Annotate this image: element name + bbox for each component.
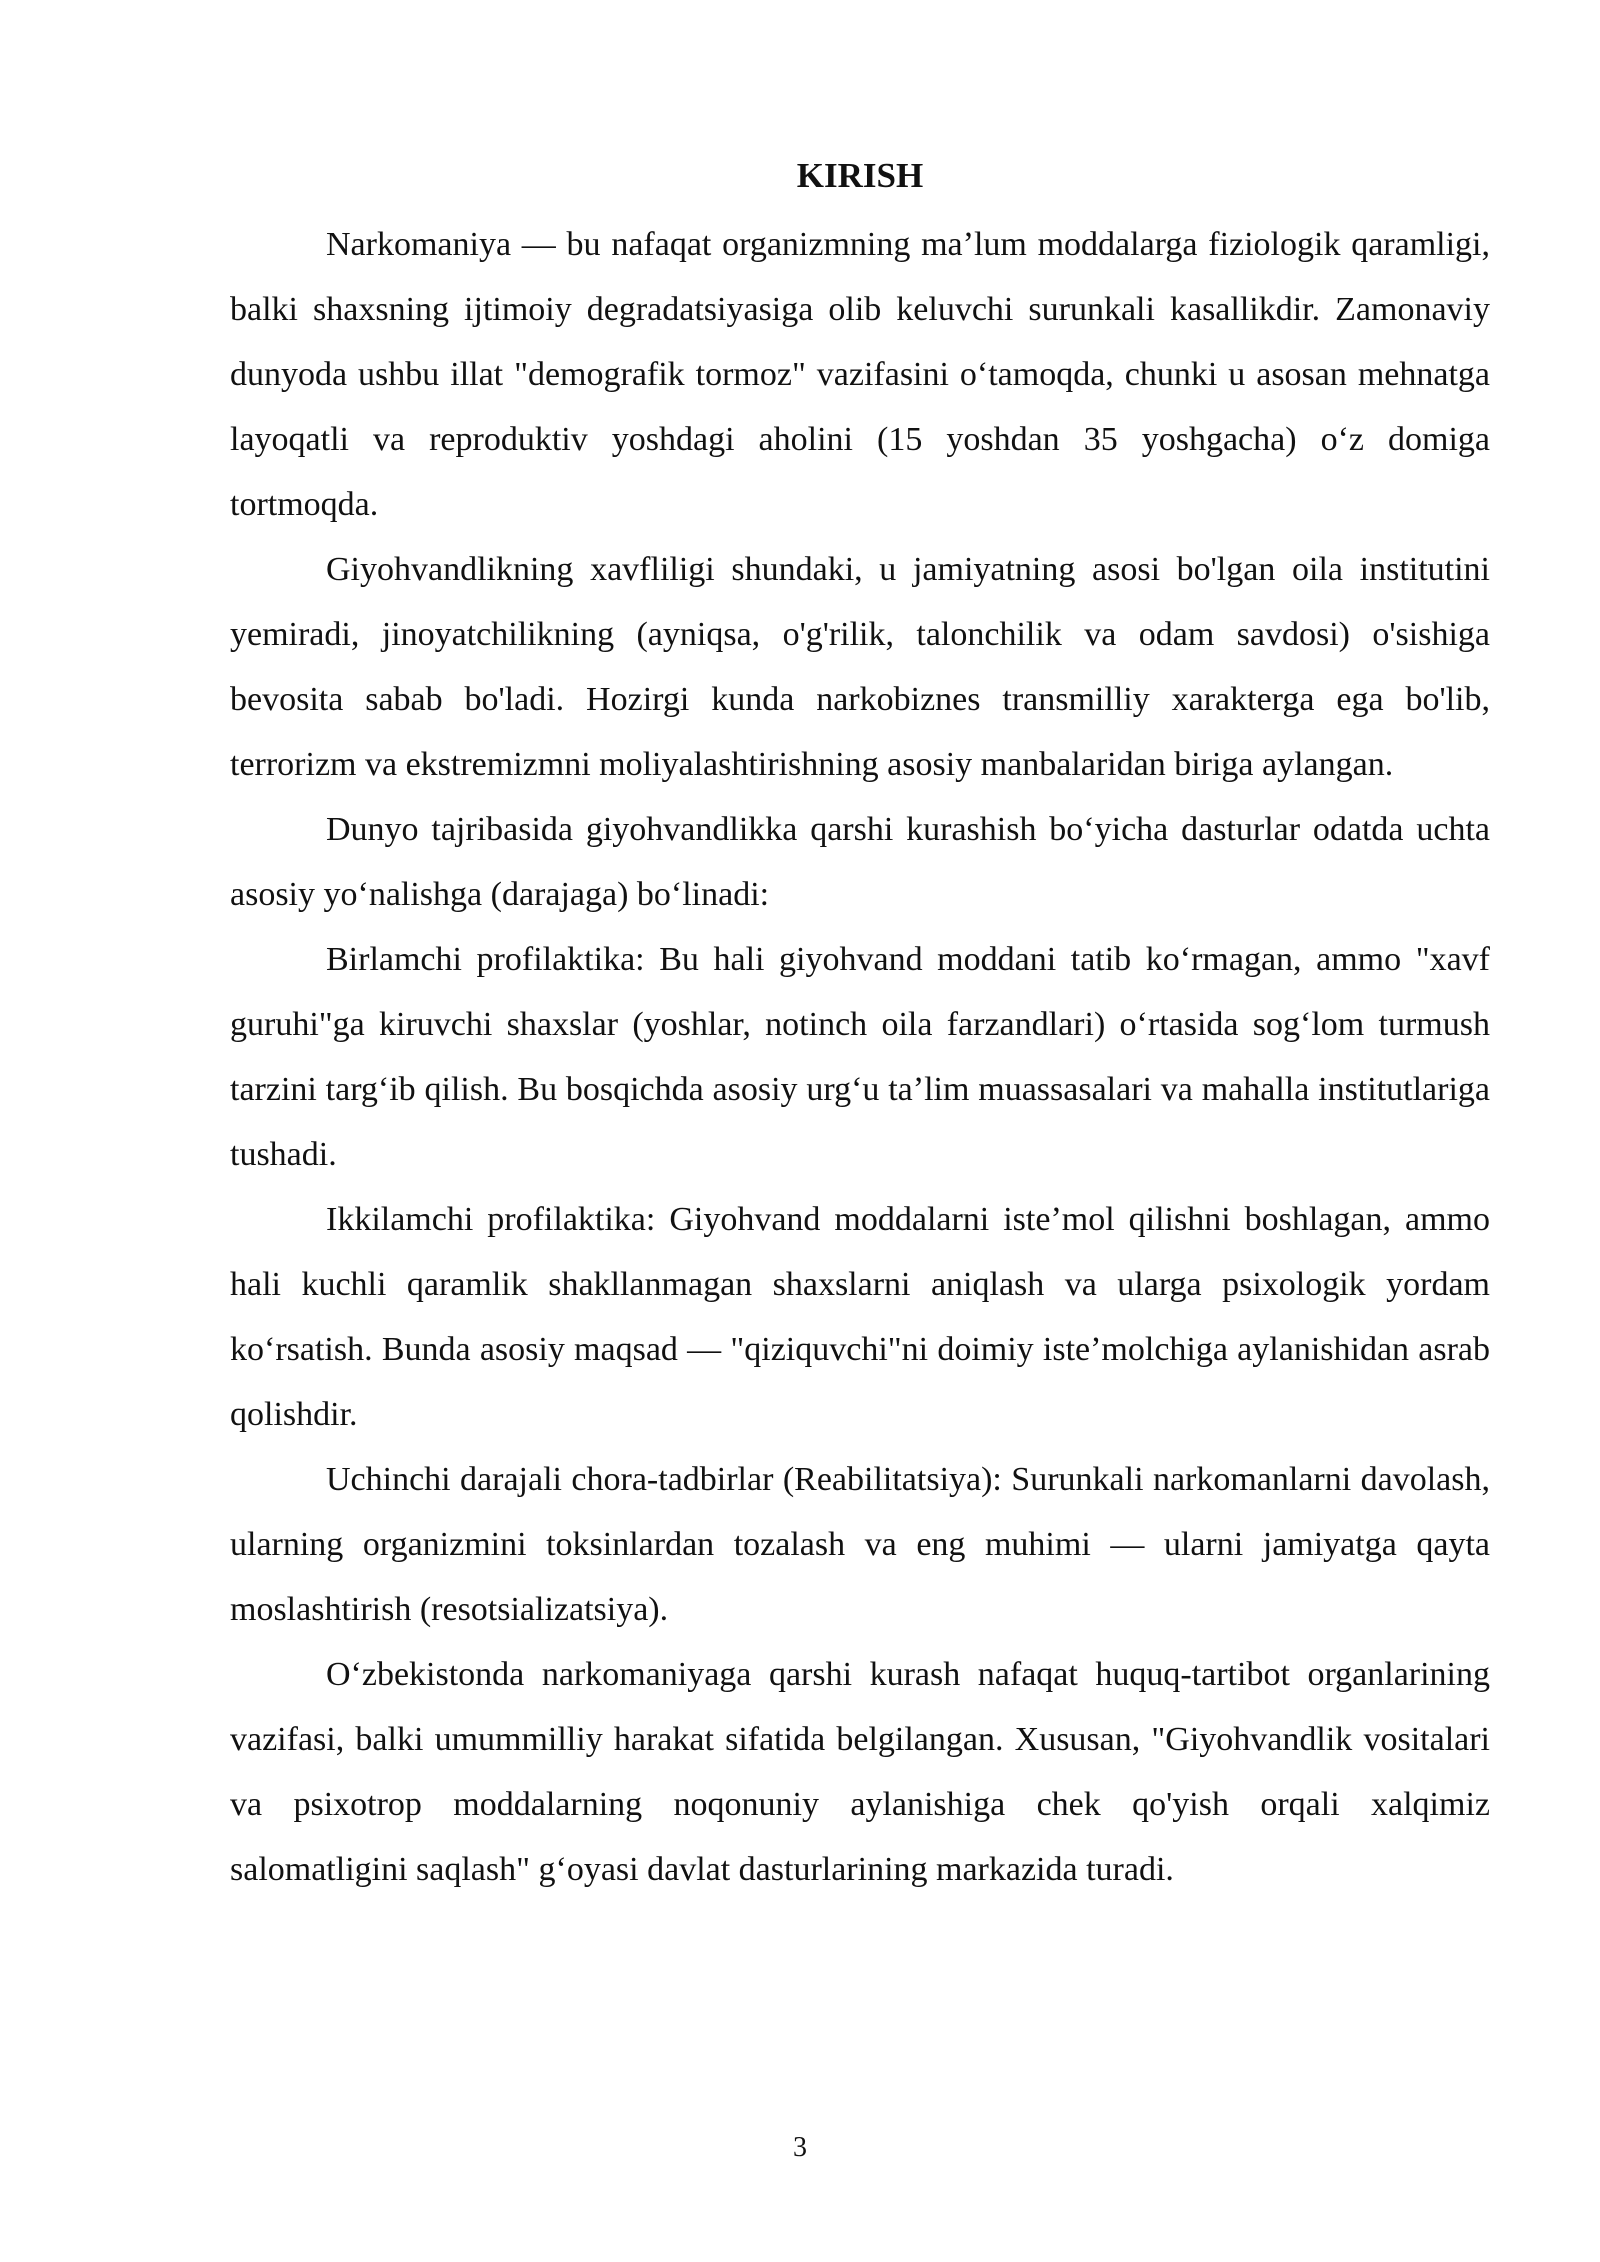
paragraph-uzbekistan: Oʻzbekistonda narkomaniyaga qarshi kurash nafaqat huquq-tartibot organlarining vazifasi, balki umummilliy harakat sifatida belgilangan. Xususan, "Giyohvandlik vositalari va psixotrop moddalarning noqonuniy aylanishiga chek qo'yish orqali xalqimiz salomatligini saqlash" gʻoyasi davlat dasturlarining markazida turadi. <box>230 1656 1490 1888</box>
page-number: 3 <box>793 2132 807 2163</box>
paragraph-rehabilitation: Uchinchi darajali chora-tadbirlar (Reabilitatsiya): Surunkali narkomanlarni davolash, ularning organizmini toksinlardan tozalash va eng muhimi — ularni jamiyatga qayta moslashtirish (resotsializatsiya). <box>230 1461 1490 1628</box>
paragraph-secondary-prevention: Ikkilamchi profilaktika: Giyohvand moddalarni isteʼmol qilishni boshlagan, ammo hali kuchli qaramlik shakllanmagan shaxslarni aniqlash va ularga psixologik yordam koʻrsatish. Bunda asosiy maqsad — "qiziquvchi"ni doimiy isteʼmolchiga aylanishidan asrab qolishdir. <box>230 1201 1490 1433</box>
paragraph-danger: Giyohvandlikning xavfliligi shundaki, u jamiyatning asosi bo'lgan oila institutini yemiradi, jinoyatchilikning (ayniqsa, o'g'rilik, talonchilik va odam savdosi) o'sishiga bevosita sabab bo'ladi. Hozirgi kunda narkobiznes transmilliy xarakterga ega bo'lib, terrorizm va ekstremizmni moliyalashtirishning asosiy manbalaridan biriga aylangan. <box>230 551 1490 783</box>
paragraph-primary-prevention: Birlamchi profilaktika: Bu hali giyohvand moddani tatib koʻrmagan, ammo "xavf guruhi"ga kiruvchi shaxslar (yoshlar, notinch oila farzandlari) oʻrtasida sogʻlom turmush tarzini targʻib qilish. Bu bosqichda asosiy urgʻu taʼlim muassasalari va mahalla institutlariga tushadi. <box>230 941 1490 1173</box>
document-page <box>230 150 1490 1902</box>
section-heading: KIRISH <box>796 156 924 195</box>
paragraph-world-experience: Dunyo tajribasida giyohvandlikka qarshi kurashish boʻyicha dasturlar odatda uchta asosiy yoʻnalishga (darajaga) boʻlinadi: <box>230 811 1490 913</box>
paragraph-intro: Narkomaniya — bu nafaqat organizmning maʼlum moddalarga fiziologik qaramligi, balki shaxsning ijtimoiy degradatsiyasiga olib keluvchi surunkali kasallikdir. Zamonaviy dunyoda ushbu illat "demografik tormoz" vazifasini oʻtamoqda, chunki u asosan mehnatga layoqatli va reproduktiv yoshdagi aholini (15 yoshdan 35 yoshgacha) oʻz domiga tortmoqda. <box>230 226 1490 523</box>
